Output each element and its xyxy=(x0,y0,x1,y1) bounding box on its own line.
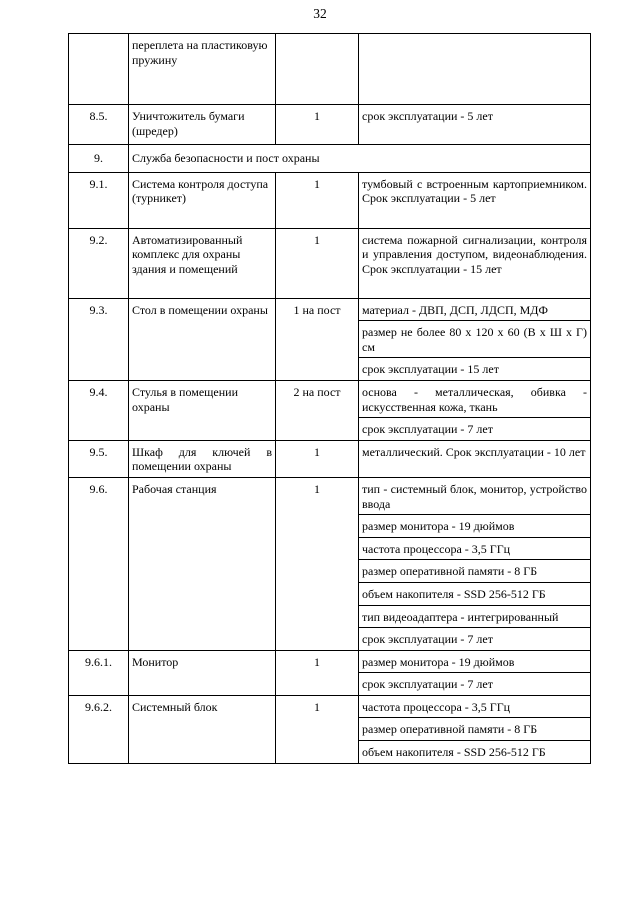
item-name: переплета на пластиковую пружину xyxy=(129,34,276,105)
page-number: 32 xyxy=(313,6,327,21)
item-name: Автоматизированный комплекс для охраны здания и помещений xyxy=(129,228,276,298)
item-quantity: 1 xyxy=(276,172,359,228)
item-name: Системный блок xyxy=(129,695,276,763)
table-row xyxy=(69,380,591,417)
item-spec: размер не более 80 х 120 х 60 (В х Ш х Г) см xyxy=(359,321,591,358)
item-number: 9.3. xyxy=(69,298,129,380)
item-number: 9.6.1. xyxy=(69,650,129,695)
item-quantity: 1 xyxy=(276,440,359,477)
item-name: Шкаф для ключей в помещении охраны xyxy=(129,440,276,477)
item-spec: срок эксплуатации - 15 лет xyxy=(359,358,591,381)
item-name: Система контроля доступа (турникет) xyxy=(129,172,276,228)
table-row xyxy=(69,440,591,477)
table-row xyxy=(69,34,591,105)
item-spec: срок эксплуатации - 7 лет xyxy=(359,673,591,696)
item-spec xyxy=(359,34,591,105)
item-spec: срок эксплуатации - 7 лет xyxy=(359,628,591,651)
item-spec: объем накопителя - SSD 256-512 ГБ xyxy=(359,582,591,605)
item-quantity: 1 на пост xyxy=(276,298,359,380)
table-row xyxy=(69,650,591,673)
item-spec: размер оперативной памяти - 8 ГБ xyxy=(359,718,591,741)
item-spec: тип видеоадаптера - интегрированный xyxy=(359,605,591,628)
item-number: 8.5. xyxy=(69,105,129,145)
item-spec: размер монитора - 19 дюймов xyxy=(359,515,591,538)
item-number: 9.2. xyxy=(69,228,129,298)
item-spec: срок эксплуатации - 5 лет xyxy=(359,105,591,145)
table-row xyxy=(69,105,591,145)
item-number xyxy=(69,34,129,105)
item-spec: частота процессора - 3,5 ГГц xyxy=(359,537,591,560)
item-number: 9.6.2. xyxy=(69,695,129,763)
item-spec: срок эксплуатации - 7 лет xyxy=(359,418,591,441)
item-spec: материал - ДВП, ДСП, ЛДСП, МДФ xyxy=(359,298,591,321)
item-name: Стол в помещении охраны xyxy=(129,298,276,380)
item-name: Монитор xyxy=(129,650,276,695)
item-number: 9.5. xyxy=(69,440,129,477)
item-quantity: 1 xyxy=(276,477,359,650)
item-spec: частота процессора - 3,5 ГГц xyxy=(359,695,591,718)
item-quantity: 1 xyxy=(276,650,359,695)
item-name: Рабочая станция xyxy=(129,477,276,650)
item-spec: размер оперативной памяти - 8 ГБ xyxy=(359,560,591,583)
item-spec: система пожарной сигнализации, контроля и управления доступом, видеонаблюдения. Срок эксплуатации - 15 лет xyxy=(359,228,591,298)
table-row xyxy=(69,298,591,321)
item-number: 9.6. xyxy=(69,477,129,650)
equipment-table xyxy=(68,33,591,764)
item-quantity: 1 xyxy=(276,695,359,763)
section-title: Служба безопасности и пост охраны xyxy=(129,145,591,173)
item-number: 9.1. xyxy=(69,172,129,228)
item-quantity: 1 xyxy=(276,228,359,298)
section-number: 9. xyxy=(69,145,129,173)
table-row xyxy=(69,477,591,514)
item-spec: тип - системный блок, монитор, устройство ввода xyxy=(359,477,591,514)
item-name: Стулья в помещении охраны xyxy=(129,380,276,440)
table-row xyxy=(69,228,591,298)
item-quantity xyxy=(276,34,359,105)
item-quantity: 1 xyxy=(276,105,359,145)
item-spec: металлический. Срок эксплуатации - 10 лет xyxy=(359,440,591,477)
item-name: Уничтожитель бумаги (шредер) xyxy=(129,105,276,145)
item-spec: основа - металлическая, обивка - искусственная кожа, ткань xyxy=(359,380,591,417)
item-quantity: 2 на пост xyxy=(276,380,359,440)
item-spec: размер монитора - 19 дюймов xyxy=(359,650,591,673)
section-row xyxy=(69,145,591,173)
item-spec: тумбовый с встроенным картоприемником. Срок эксплуатации - 5 лет xyxy=(359,172,591,228)
table-row xyxy=(69,695,591,718)
table-row xyxy=(69,172,591,228)
item-spec: объем накопителя - SSD 256-512 ГБ xyxy=(359,741,591,764)
item-number: 9.4. xyxy=(69,380,129,440)
